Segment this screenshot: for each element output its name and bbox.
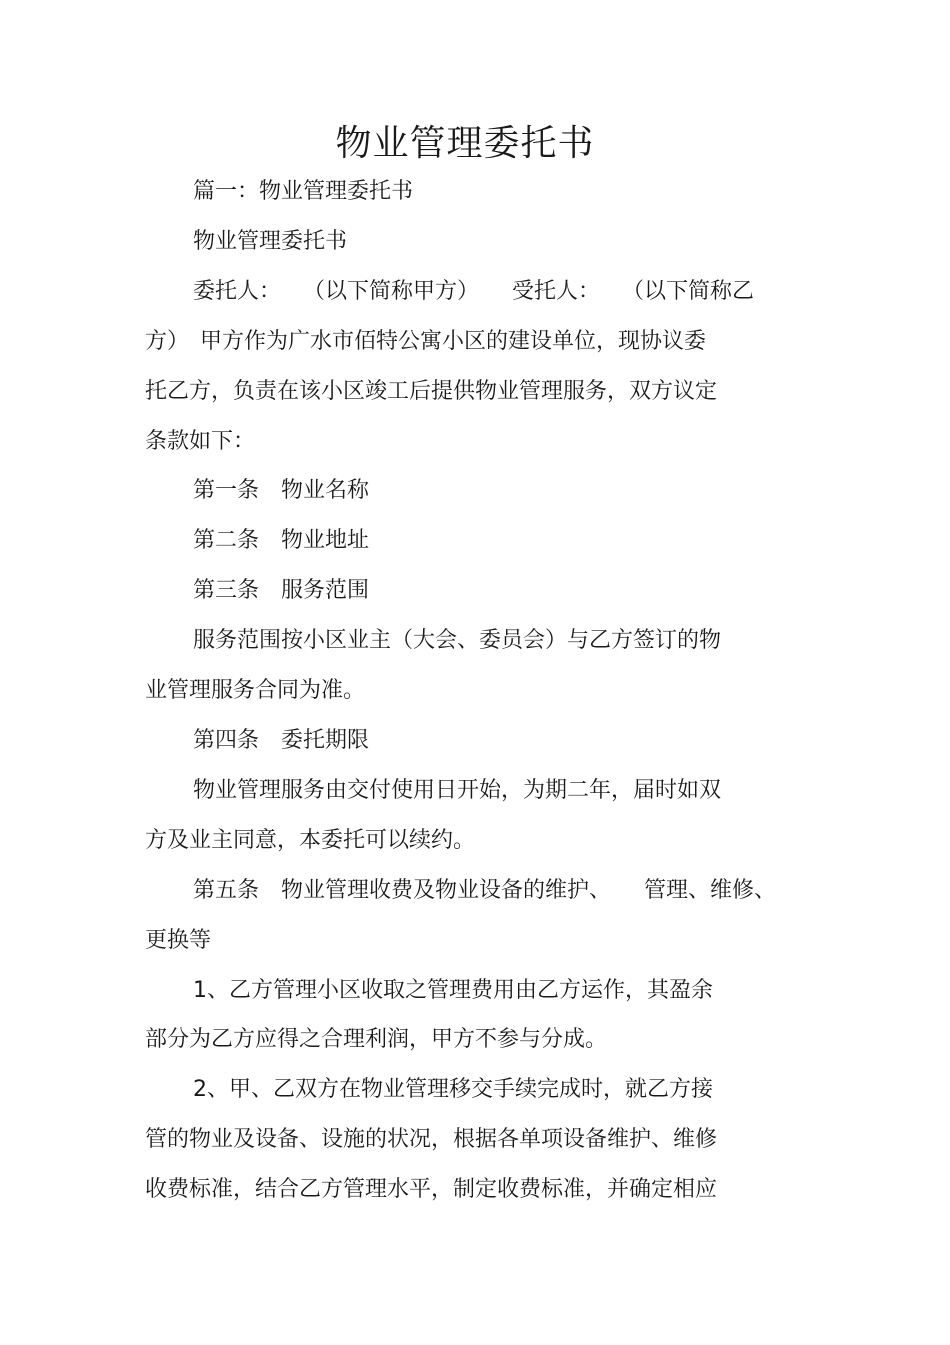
text-line: 部分为乙方应得之合理利润，甲方不参与分成。 (145, 1027, 608, 1052)
text-line: 物业管理委托书 (193, 229, 348, 254)
text-line: 收费标准，结合乙方管理水平，制定收费标准，并确定相应 (145, 1177, 718, 1202)
article-heading: 第四条 委托期限 (193, 728, 370, 753)
text-line: 方） 甲方作为广水市佰特公寓小区的建设单位，现协议委 (145, 329, 707, 354)
article-heading: 第一条 物业名称 (193, 478, 370, 503)
text-line: 业管理服务合同为准。 (145, 678, 366, 703)
text-line: 条款如下： (145, 429, 256, 454)
text-line: 方及业主同意，本委托可以续约。 (145, 828, 476, 853)
text-line: 服务范围按小区业主（大会、委员会）与乙方签订的物 (193, 628, 722, 653)
text-line: 委托人： （以下简称甲方） 受托人： （以下简称乙 (193, 279, 755, 304)
text-line: 2、甲、乙双方在物业管理移交手续完成时，就乙方接 (193, 1077, 713, 1102)
article-heading: 第二条 物业地址 (193, 528, 370, 553)
text-line: 管的物业及设备、设施的状况，根据各单项设备维护、维修 (145, 1127, 718, 1152)
text-line: 更换等 (145, 928, 212, 953)
text-line: 托乙方，负责在该小区竣工后提供物业管理服务，双方议定 (145, 379, 718, 404)
text-line: 1、乙方管理小区收取之管理费用由乙方运作，其盈余 (193, 978, 713, 1003)
text-line: 篇一：物业管理委托书 (193, 179, 414, 204)
document-title: 物业管理委托书 (335, 123, 595, 164)
text-line: 物业管理服务由交付使用日开始，为期二年，届时如双 (193, 778, 722, 803)
article-heading: 第五条 物业管理收费及物业设备的维护、 管理、维修、 (193, 878, 777, 903)
article-heading: 第三条 服务范围 (193, 578, 370, 603)
